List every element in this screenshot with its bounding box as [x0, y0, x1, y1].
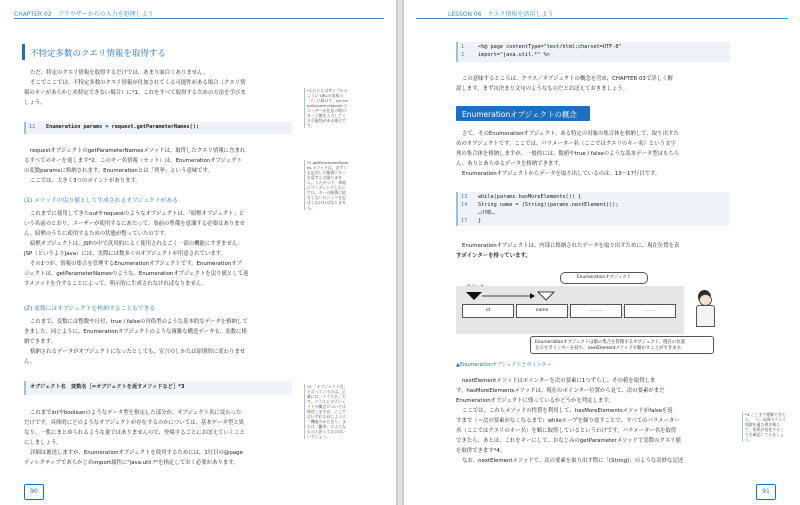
figure-caption: ▲Enumerationオブジェクトとポインター: [456, 362, 552, 368]
paragraph-line: きました。同じように、Enumerationオブジェクトのような複雑な構造データも、変数に格: [24, 329, 247, 335]
paragraph-line: すまで（＝次の要素がなくなるまで）whileループを繰り返すことで、すべてのパラメーター: [456, 418, 680, 424]
paragraph-line: だけです。具体的にどのようなオブジェクトが存在するのかについては、基本データ型と異: [24, 420, 244, 426]
paragraph-line: めのオブジェクトです。ここでは、パラメーター名（ここではクエリのキー名）という文字: [456, 141, 676, 147]
paragraph-line: できたら、あとは、これをキーにして、おなじみのgetParameterメソッドで実際のクエリ値: [456, 438, 681, 444]
left-page: [0, 0, 396, 505]
paragraph-line: すポインターを持っています。: [456, 253, 531, 259]
paragraph-line: 名（ここではクエリのキー名）を順に取得しているというわけです。パラメーター名を取得: [456, 428, 677, 434]
element-cell: id: [462, 304, 514, 318]
intro-line: しょう。: [24, 100, 46, 106]
code-line: <%@ page contentType="text/html;charset=UTF-8": [478, 44, 622, 50]
paragraph-line: その1つが、情報の集合を管理するEnumerationオブジェクトです。Enumerationオブ: [30, 261, 242, 267]
paragraph-line: 説します。まずは決まり文句のようなものだとおぼえておきましょう。: [456, 86, 629, 92]
paragraph-line: 納できます。: [24, 339, 56, 345]
paragraph-line: ジェクトは、getParameterNamesのような、Enumerationオブジェクトを戻り値として返: [24, 271, 249, 277]
paragraph-line: す。hasMoreElementsメソッドは、現在のポインター位置から見て、次の要素がまだ: [456, 388, 665, 394]
paragraph-line: の変数paramsに格納されます。Enumerationとは「列挙」という意味です。: [24, 168, 213, 174]
bubble-line: Enumerationオブジェクトは値の集合を管理するオブジェクト。現在の位置: [535, 340, 685, 345]
paragraph-line: ディレクティブであらかじめimport属性に"java.util.*"を指定しておく必要があります。: [24, 460, 239, 466]
margin-note: *1 たとえばサンプルのように URLの末尾の「?」に続けて、id=nami&name=tokaye と ユーザーが任意の数のキーと値を入力してくる可能性がある場合です。: [304, 88, 349, 128]
paragraph-line: JSP（というよりJava）には、実際には数多くのオブジェクトが用意されています。: [24, 251, 227, 257]
paragraph-line: ん。暗黙のうちに使用するための状態が整っていたのです。: [24, 231, 170, 237]
paragraph-line: さて、そのEnumerationオブジェクト、ある特定の対象の集合体を格納して、取り出すた: [462, 131, 679, 137]
section-heading-text: Enumerationオブジェクトの概念: [462, 110, 578, 119]
section-heading: [456, 106, 590, 121]
paragraph-line: Enumerationオブジェクトは、内部に格納されたデータを取り出すために、現在位置を表: [462, 243, 680, 249]
margin-note: *3 「オブジェクト名」と言っているのは、正確には「クラス名」です。クラスとオブジェクトの概念については後述しますが、ここではいずれも同じように「機能のかたまり」または「雛形」のようなものと思っておけばいいでしょう。: [304, 384, 349, 439]
code-block: [456, 192, 730, 226]
paragraph-line: るすべてのキーを返します*2。このキー名情報（セット）は、Enumerationオブジェクト: [24, 158, 243, 164]
paragraph-line: この意味するところは、クラス／オブジェクトの概念を含め、CHAPTER 03で詳しく解: [462, 76, 673, 82]
code-line-number: 14: [461, 202, 468, 208]
header-rule: [14, 18, 384, 19]
code-line: …中略…: [478, 210, 495, 216]
paragraph-line: なお、nextElementメソッドで、次の要素を取り出す際に「(String)」のような奇妙な記述: [462, 458, 684, 464]
paragraph-line: 格納されるデータがオブジェクトになったとしても、宣言のしかたは原則的に変わりませ: [30, 349, 246, 355]
margin-note: *4 ここまで理解できたら、「?」以降のクエリ情報を適当書き換えて、結果が変化することを確認してみましょう。: [742, 412, 787, 442]
paragraph-line: すメソッドを介することによって、明示的に生成されなければなりません。: [24, 281, 207, 287]
paragraph-line: nextElementメソッドはポインターを次の要素に1つずらし、その値を取得しま: [462, 378, 656, 384]
intro-line: 報のキーがあらかじめ特定できない場合）に*1、これをすべて取得するための方法を学びま: [24, 90, 246, 96]
chapter-header: CHAPTER 02 ブラウザーからの入力を処理しよう: [14, 11, 154, 18]
bubble-line: を示すポインターを持ち、nextElementメソッドで動かすことができます。: [535, 346, 685, 351]
code-line-number: 17: [461, 218, 468, 224]
enumeration-label: Enumerationオブジェクト: [560, 272, 648, 284]
paragraph-line: ん。: [24, 359, 36, 365]
margin-note: *2 getParameterNames メソッドは、必ずしも記述した順番にキーを返すとは限りません。したがって、単純にコーディングしたいでは、キーの順番に依存しないロジックを記述しなければなりません。: [304, 160, 349, 210]
element-cell: name: [516, 304, 568, 318]
enumeration-diagram: [456, 270, 728, 358]
paragraph-line: これまでに使用してきたoutやrequestのようなオブジェクトは、「暗黙オブジェクト」と: [30, 211, 245, 217]
book-gutter: [396, 0, 404, 505]
paragraph-line: ここでは、大きく3つのポイントがあります。: [30, 178, 141, 184]
paragraph-line: にしましょう。: [24, 440, 62, 446]
code-line: while(params.hasMoreElements()) {: [478, 194, 582, 200]
syntax-text: オブジェクト名 変数名［=オブジェクトを返すメソッドなど］*3: [30, 384, 185, 390]
character-illustration: [694, 290, 714, 326]
paragraph-line: なり、一覧にまとめられるような量ではありませんので、登場するごとにおぼえていくこと: [24, 430, 245, 436]
page-number: 90: [24, 484, 44, 500]
header-rule: [416, 18, 788, 19]
paragraph-line: Enumerationオブジェクトからデータを取り出しているのは、13～17行目です。: [462, 171, 661, 177]
code-line-number: 1: [461, 44, 465, 50]
paragraph-line: これまでintやbooleanのようなデータ型を指定した部分が、オブジェクト名に変わった: [30, 410, 242, 416]
paragraph-line: 詳細は後述しますが、Enumerationオブジェクトを使用するためには、1行目の@page: [30, 450, 243, 456]
paragraph-line: requestオブジェクトのgetParameterNamesメソッドは、取得したクエリ情報に含まれ: [30, 148, 246, 154]
page-number: 91: [756, 484, 776, 500]
paragraph-line: 列の集合体を格納しますが、一般的には、数値やtrue / falseのような基本データ型はもちろ: [456, 151, 680, 157]
code-line-number: 13: [461, 194, 468, 200]
explanation-bubble: [530, 336, 714, 354]
code-line: }: [478, 218, 482, 224]
paragraph-line: を取得できます*4。: [456, 448, 506, 454]
paragraph-line: Enumerationオブジェクトに残っているかどうかを判定します。: [456, 398, 614, 404]
lesson-header: LESSON 06 クエリ情報を活用しよう: [448, 11, 554, 18]
code-line-number: 2: [461, 52, 465, 58]
code-block: [24, 122, 292, 134]
code-block: [456, 42, 730, 62]
element-cell: ………: [570, 304, 622, 318]
right-page: [404, 0, 800, 505]
intro-line: ただ、特定のクエリ情報を取得するだけでは、あまり面白くありません。: [30, 70, 209, 76]
code-line: String name = (String)(params.nextElement());: [478, 202, 619, 208]
paragraph-line: 暗黙オブジェクトは、JSPの中で汎用的によく使用されるごく一部の機能にすぎません。: [30, 241, 243, 247]
code-line-number: 12: [29, 124, 36, 130]
paragraph-line: これまで、変数には整数や日付、true / falseの真偽型のような基本的なデータを格納して: [30, 319, 248, 325]
paragraph-line: ここでは、これらメソッドの性質を利用して、hasMoreElementsメソッドがfalseを返: [462, 408, 673, 414]
section-bar: [22, 44, 25, 60]
subheading: (1) メソッドの戻り値として生成されるオブジェクトがある: [24, 198, 178, 204]
intro-line: そこでここでは、不特定多数のクエリ情報が付加されてくる可能性がある場合（クエリ情: [30, 80, 246, 86]
element-cell: ………: [624, 304, 676, 318]
subheading: (2) 変数にはオブジェクトを格納することもできる: [24, 306, 156, 312]
paragraph-line: ん、ありとあらゆるデータを格納できます。: [456, 161, 564, 167]
section-title: 不特定多数のクエリ情報を取得する: [30, 49, 166, 59]
code-line: Enumeration params = request.getParameterNames();: [46, 124, 200, 130]
syntax-box: [24, 381, 292, 395]
code-line: import="java.util.*" %>: [478, 52, 550, 58]
paragraph-line: いう名前のとおり、ユーザーが使用するにあたって、事前の準備を意識する必要はありませ: [24, 221, 245, 227]
